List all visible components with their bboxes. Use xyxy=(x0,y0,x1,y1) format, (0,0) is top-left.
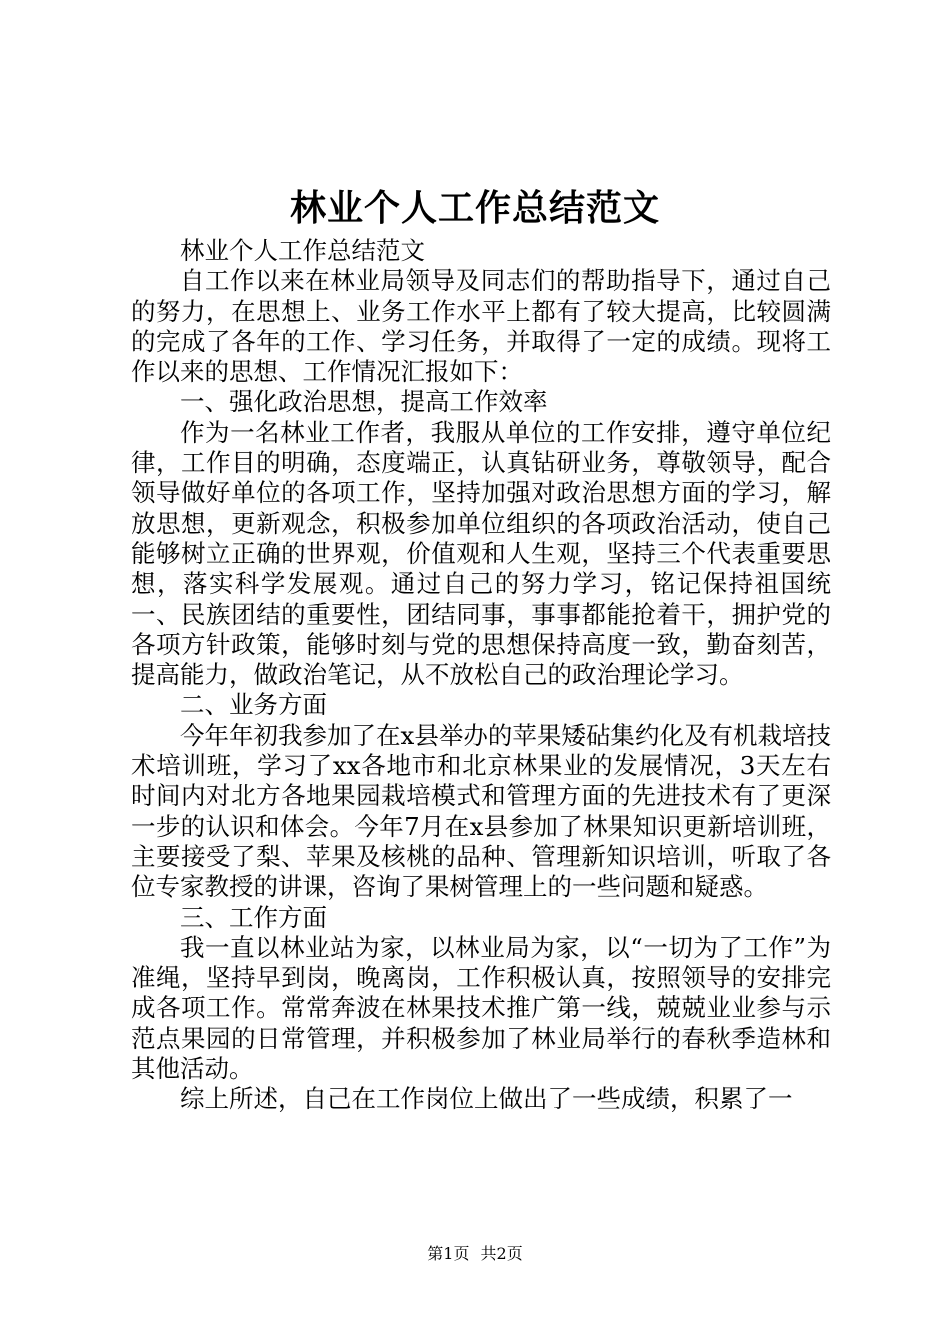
politics-paragraph: 作为一名林业工作者，我服从单位的工作安排，遵守单位纪律，工作目的明确，态度端正，认真钻研业务，尊敬领导，配合领导做好单位的各项工作，坚持加强对政治思想方面的学习，解放思想，更新观念，积极参加单位组织的各项政治活动，使自己能够树立正确的世界观，价值观和人生观，坚持三个代表重要思想，落实科学发展观。通过自己的努力学习，铭记保持祖国统一、民族团结的重要性，团结同事，事事都能抢着干，拥护党的各项方针政策，能够时刻与党的思想保持高度一致，勤奋刻苦，提高能力，做政治笔记，从不放松自己的政治理论学习。 xyxy=(131,417,831,690)
total-page-count: 共2页 xyxy=(480,1244,523,1263)
intro-paragraph: 自工作以来在林业局领导及同志们的帮助指导下，通过自己的努力，在思想上、业务工作水平上都有了较大提高，比较圆满的完成了各年的工作、学习任务，并取得了一定的成绩。现将工作以来的思想、工作情况汇报如下： xyxy=(131,266,831,387)
business-paragraph: 今年年初我参加了在x县举办的苹果矮砧集约化及有机栽培技术培训班，学习了xx各地市和北京林果业的发展情况，3天左右时间内对北方各地果园栽培模式和管理方面的先进技术有了更深一步的认识和体会。今年7月在x县参加了林果知识更新培训班，主要接受了梨、苹果及核桃的品种、管理新知识培训，听取了各位专家教授的讲课，咨询了果树管理上的一些问题和疑惑。 xyxy=(131,720,831,902)
document-title: 林业个人工作总结范文 xyxy=(289,187,660,229)
section-heading-politics: 一、强化政治思想，提高工作效率 xyxy=(180,387,548,417)
document-body xyxy=(131,236,831,1115)
page-footer xyxy=(0,1243,950,1265)
section-heading-work: 三、工作方面 xyxy=(180,902,327,932)
section-heading-business: 二、业务方面 xyxy=(180,690,327,720)
work-paragraph: 我一直以林业站为家，以林业局为家，以“一切为了工作”为准绳，坚持早到岗，晚离岗，工作积极认真，按照领导的安排完成各项工作。常常奔波在林果技术推广第一线，兢兢业业参与示范点果园的日常管理，并积极参加了林业局举行的春秋季造林和其他活动。 xyxy=(131,932,831,1084)
current-page-number: 第1页 xyxy=(427,1244,470,1263)
summary-paragraph: 综上所述，自己在工作岗位上做出了一些成绩，积累了一 xyxy=(180,1084,793,1114)
intro-title-line: 林业个人工作总结范文 xyxy=(180,236,425,265)
